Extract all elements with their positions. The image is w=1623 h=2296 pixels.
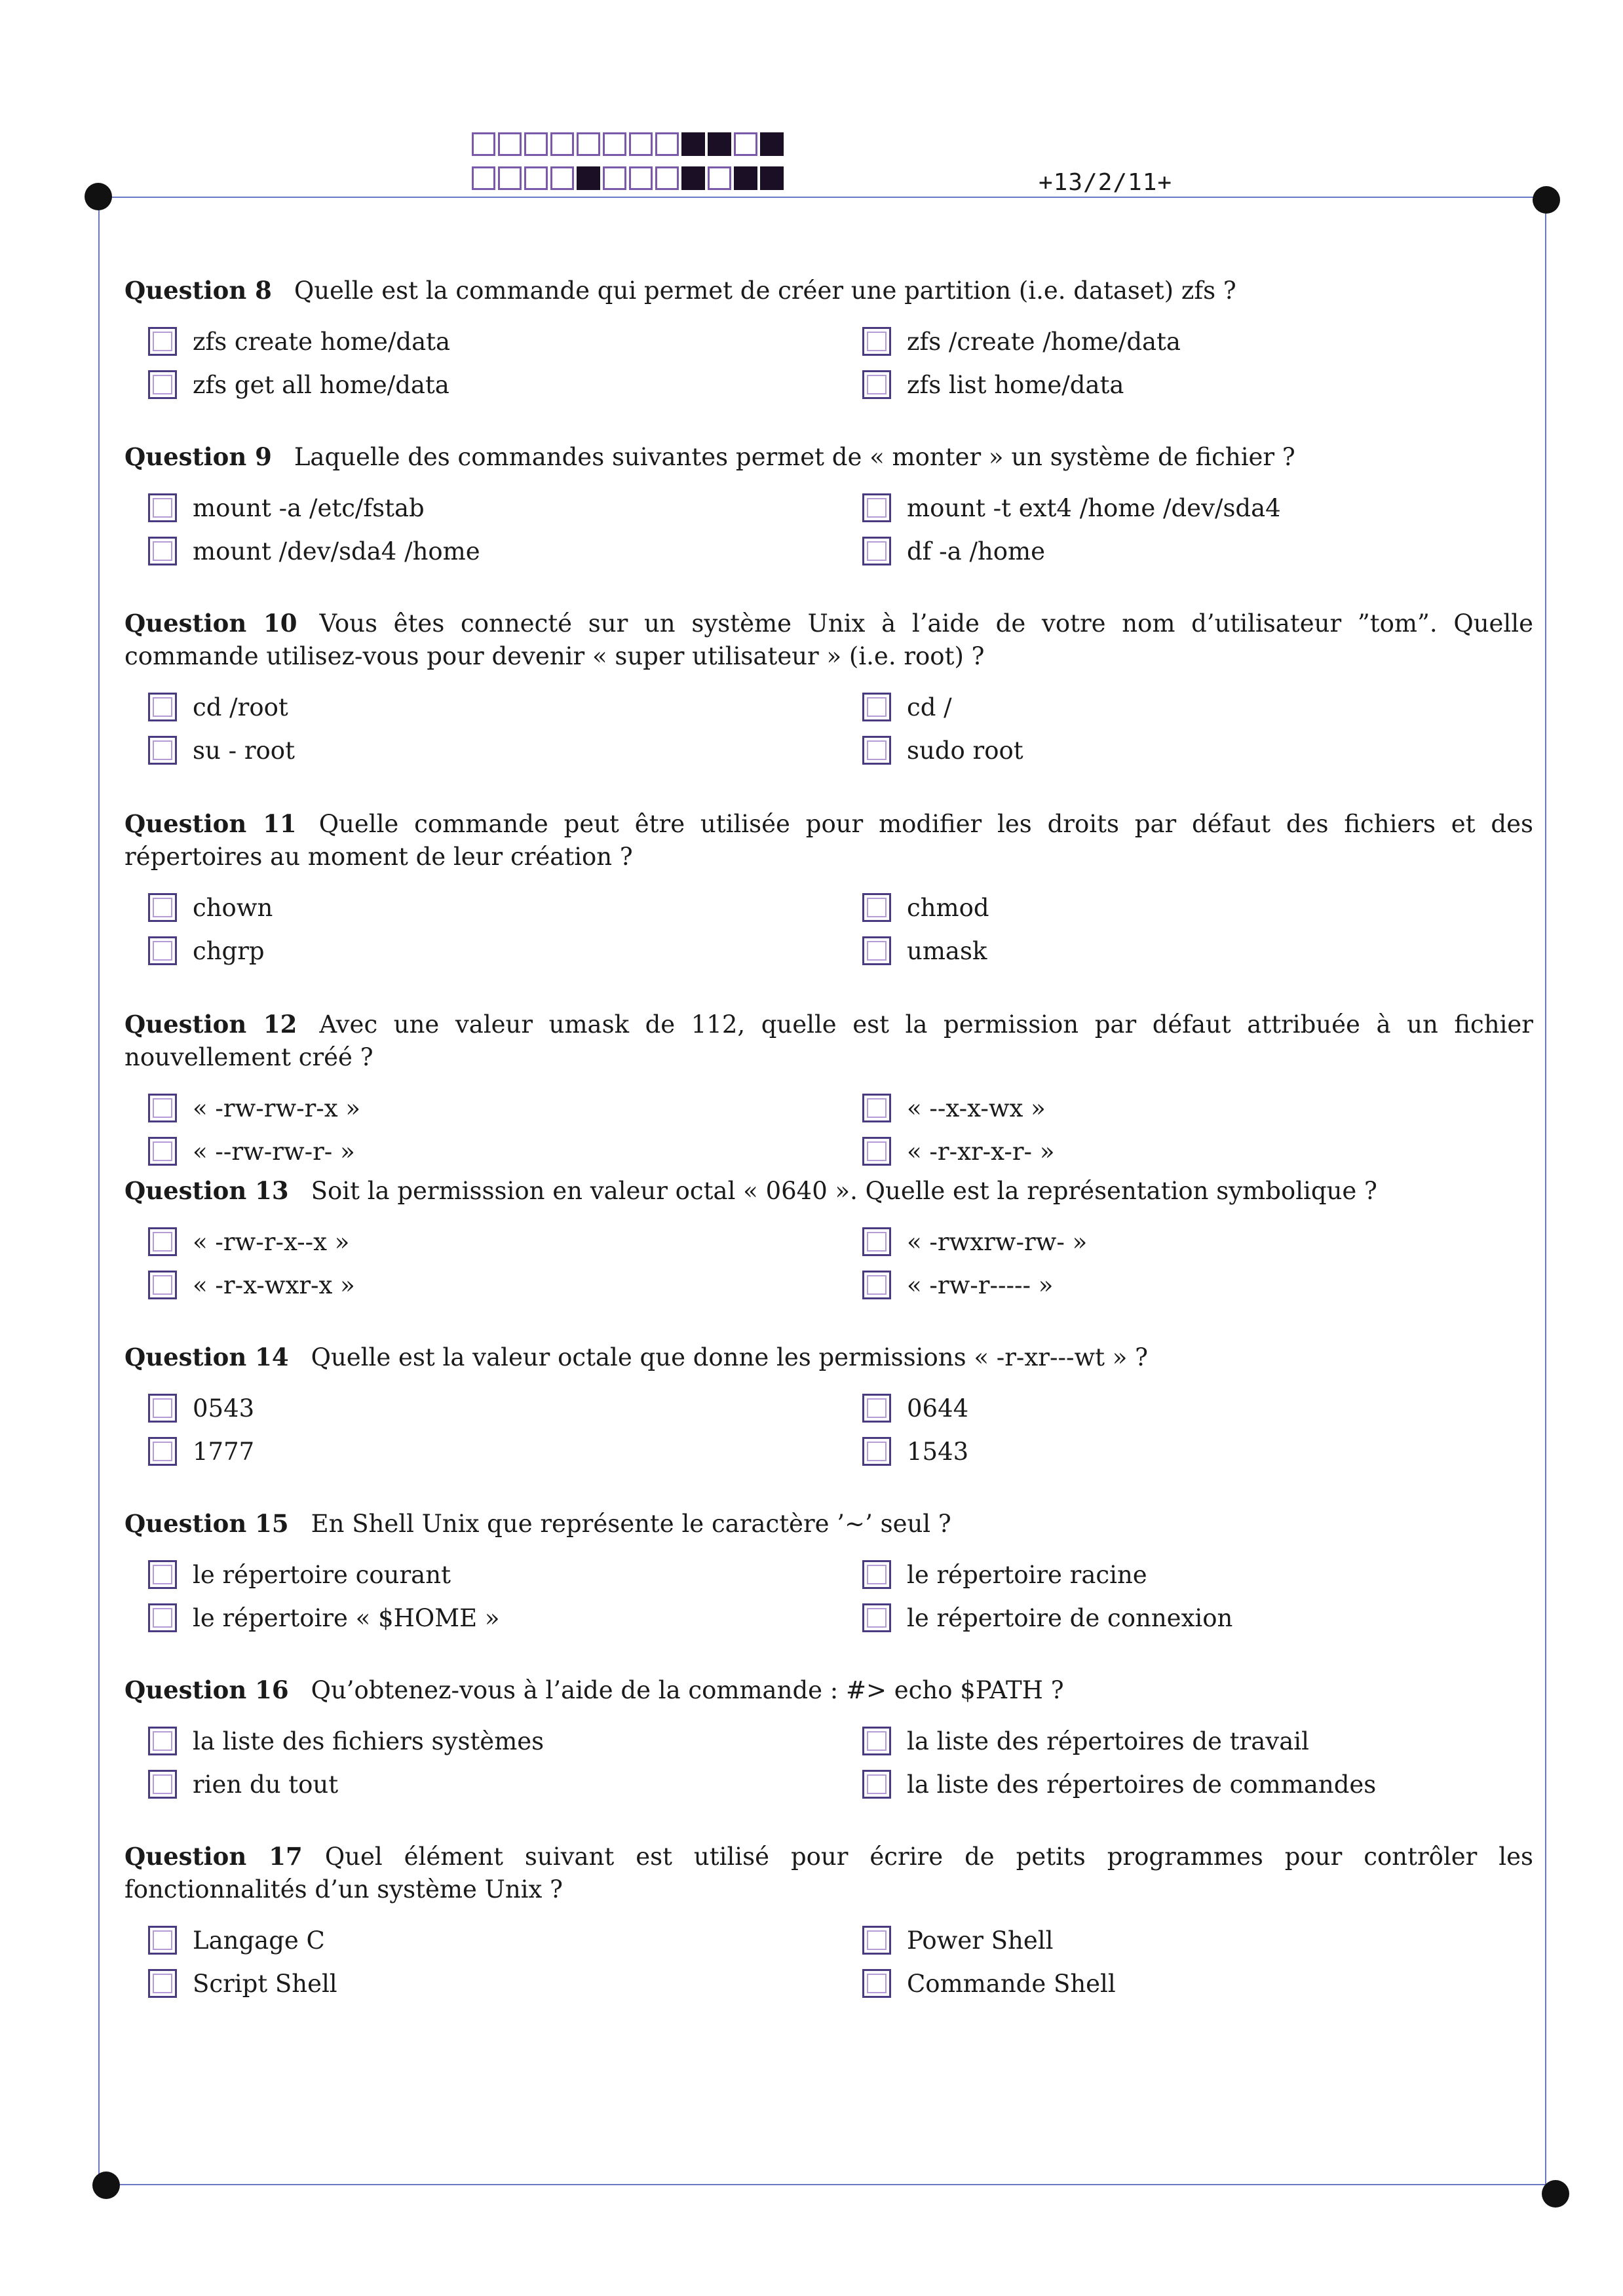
barcode-cell [760,132,784,156]
answer-label: « -rw-r-x--x » [193,1227,350,1256]
question-label: Question 10 [124,609,297,638]
answer-label: chgrp [193,936,265,965]
question-9 [124,440,1533,581]
barcode-cell [472,166,495,190]
page-id: +13/2/11+ [1039,169,1173,196]
answer-label: zfs create home/data [193,327,451,356]
checkbox[interactable] [148,1094,177,1122]
answer-option[interactable] [862,1390,968,1426]
registration-dot-bottom-right [1542,2180,1569,2208]
barcode-cell [472,132,495,156]
question-label: Question 8 [124,276,272,305]
barcode-cell [708,166,731,190]
answer-label: Power Shell [907,1926,1054,1955]
question-prompt: Quel élément suivant est utilisé pour écrire de petits programmes pour contrôler les fonctionnalités d’un système Unix ? [124,1843,1533,1904]
answer-grid [124,1556,1533,1648]
answer-label: « -rw-r----- » [907,1271,1054,1299]
answer-option[interactable] [148,1133,355,1170]
answer-option[interactable] [148,1433,254,1470]
answer-option[interactable] [862,489,1281,526]
checkbox[interactable] [862,1394,891,1423]
question-prompt: Soit la permisssion en valeur octal « 0640 ». Quelle est la représentation symbolique ? [311,1177,1377,1205]
answer-option[interactable] [148,366,449,403]
barcode-cell [681,166,705,190]
answer-option[interactable] [148,533,480,569]
question-prompt: Avec une valeur umask de 112, quelle est la permission par défaut attribuée à un fichier nouvellement créé ? [124,1010,1533,1071]
question-prompt: Vous êtes connecté sur un système Unix à l’aide de votre nom d’utilisateur ”tom”. Quelle commande utilisez-vous pour devenir « super utilisateur » (i.e. root) ? [124,609,1533,670]
question-text [124,1174,1533,1208]
barcode-cell [524,132,548,156]
checkbox[interactable] [862,736,891,765]
answer-grid [124,489,1533,581]
answer-option[interactable] [862,1433,968,1470]
checkbox[interactable] [148,537,177,565]
answer-label: « -rw-rw-r-x » [193,1094,361,1122]
question-text [124,274,1533,307]
answer-label: le répertoire « $HOME » [193,1603,500,1632]
question-text [124,1840,1533,1906]
checkbox[interactable] [148,327,177,356]
answer-label: mount -a /etc/fstab [193,493,425,522]
barcode-cell [603,166,626,190]
checkbox[interactable] [148,1137,177,1166]
answer-option[interactable] [148,1599,500,1636]
question-prompt: Quelle est la valeur octale que donne les permissions « -r-xr---wt » ? [311,1343,1149,1371]
checkbox[interactable] [862,1969,891,1998]
answer-label: mount /dev/sda4 /home [193,537,480,565]
question-prompt: Quelle commande peut être utilisée pour modifier les droits par défaut des fichiers et des répertoires au moment de leur création ? [124,810,1533,871]
question-text [124,440,1533,474]
question-label: Question 17 [124,1842,303,1871]
checkbox[interactable] [862,693,891,721]
barcode-cell [577,132,600,156]
answer-option[interactable] [148,1267,355,1303]
question-label: Question 13 [124,1176,289,1205]
checkbox[interactable] [148,1394,177,1423]
question-label: Question 14 [124,1343,289,1371]
checkbox[interactable] [148,1926,177,1955]
answer-grid [124,689,1533,780]
checkbox[interactable] [148,693,177,721]
answer-label: zfs list home/data [907,370,1124,399]
question-label: Question 16 [124,1675,289,1704]
question-14 [124,1341,1533,1482]
checkbox[interactable] [148,736,177,765]
barcode-cell [734,132,757,156]
question-12 [124,1008,1533,1181]
answer-grid [124,1922,1533,2014]
answer-label: la liste des répertoires de commandes [907,1770,1377,1799]
question-10 [124,607,1533,780]
answer-label: le répertoire racine [907,1560,1147,1589]
answer-option[interactable] [862,932,987,969]
answer-label: cd /root [193,693,288,721]
answer-option[interactable] [862,1723,1309,1759]
barcode-row-1 [472,132,786,156]
answer-option[interactable] [862,323,1181,360]
answer-label: la liste des répertoires de travail [907,1727,1309,1755]
answer-label: cd / [907,693,952,721]
barcode-cell [655,132,679,156]
answer-option[interactable] [148,323,450,360]
question-text [124,807,1533,873]
checkbox[interactable] [148,1969,177,1998]
question-16 [124,1674,1533,1814]
answer-grid [124,1090,1533,1181]
checkbox[interactable] [148,1603,177,1632]
barcode-cell [734,166,757,190]
question-text [124,1341,1533,1374]
answer-option[interactable] [862,1922,1053,1959]
answer-option[interactable] [862,732,1023,769]
registration-dot-top-right [1533,186,1560,214]
barcode-cell [629,132,653,156]
answer-option[interactable] [862,1133,1054,1170]
barcode-cell [498,166,522,190]
checkbox[interactable] [862,1271,891,1299]
question-17 [124,1840,1533,2014]
answer-grid [124,323,1533,415]
registration-dot-top-left [85,183,112,210]
answer-label: « -rwxrw-rw- » [907,1227,1088,1256]
answer-option[interactable] [862,1965,1116,2002]
barcode-cell [681,132,705,156]
question-text [124,1507,1533,1540]
barcode-cell [708,132,731,156]
answer-option[interactable] [862,689,952,725]
answer-option[interactable] [862,1766,1376,1803]
checkbox[interactable] [862,1437,891,1466]
barcode-cell [577,166,600,190]
answer-label: 0543 [193,1394,255,1423]
answer-label: Script Shell [193,1969,337,1998]
checkbox[interactable] [862,537,891,565]
checkbox[interactable] [862,1137,891,1166]
checkbox[interactable] [862,1227,891,1256]
barcode-cell [524,166,548,190]
answer-label: chmod [907,893,989,922]
answer-label: « --x-x-wx » [907,1094,1046,1122]
question-8 [124,274,1533,415]
checkbox[interactable] [862,1603,891,1632]
answer-option[interactable] [148,1922,325,1959]
answer-label: 0644 [907,1394,969,1423]
answer-option[interactable] [862,1599,1232,1636]
answer-label: umask [907,936,987,965]
checkbox[interactable] [862,1770,891,1799]
answer-label: Langage C [193,1926,325,1955]
checkbox[interactable] [862,370,891,399]
answer-label: « -r-xr-x-r- » [907,1137,1055,1166]
checkbox[interactable] [862,893,891,922]
question-11 [124,807,1533,981]
answer-label: mount -t ext4 /home /dev/sda4 [907,493,1281,522]
checkbox[interactable] [148,1770,177,1799]
checkbox[interactable] [148,936,177,965]
question-label: Question 15 [124,1509,289,1538]
answer-option[interactable] [148,1223,349,1260]
barcode-cell [655,166,679,190]
registration-dot-bottom-left [92,2172,120,2199]
question-prompt: Laquelle des commandes suivantes permet de « monter » un système de fichier ? [294,443,1295,471]
answer-option[interactable] [148,1965,337,2002]
answer-label: la liste des fichiers systèmes [193,1727,544,1755]
barcode-cell [550,132,574,156]
barcode-cell [550,166,574,190]
barcode-cell [760,166,784,190]
answer-option[interactable] [148,732,295,769]
question-label: Question 12 [124,1010,297,1039]
checkbox[interactable] [148,1437,177,1466]
question-text [124,607,1533,673]
answer-label: « -r-x-wxr-x » [193,1271,355,1299]
question-label: Question 11 [124,809,297,838]
answer-option[interactable] [862,1090,1046,1126]
answer-label: zfs /create /home/data [907,327,1181,356]
checkbox[interactable] [148,893,177,922]
answer-label: le répertoire de connexion [907,1603,1233,1632]
answer-option[interactable] [862,366,1124,403]
answer-option[interactable] [148,1766,338,1803]
answer-label: Commande Shell [907,1969,1116,1998]
question-prompt: Qu’obtenez-vous à l’aide de la commande : #> echo $PATH ? [311,1676,1064,1704]
checkbox[interactable] [148,1227,177,1256]
answer-option[interactable] [148,1723,544,1759]
answer-option[interactable] [148,1090,360,1126]
checkbox[interactable] [862,1926,891,1955]
answer-option[interactable] [862,533,1045,569]
answer-option[interactable] [862,889,989,926]
checkbox[interactable] [148,370,177,399]
answer-grid [124,889,1533,981]
barcode-row-2 [472,166,786,190]
checkbox[interactable] [148,1560,177,1589]
answer-grid [124,1390,1533,1482]
answer-label: sudo root [907,736,1023,765]
answer-option[interactable] [862,1223,1087,1260]
checkbox[interactable] [862,1560,891,1589]
answer-label: 1543 [907,1437,969,1466]
answer-option[interactable] [148,689,288,725]
barcode-cell [498,132,522,156]
checkbox[interactable] [862,936,891,965]
barcode-cell [629,166,653,190]
answer-option[interactable] [148,932,265,969]
checkbox[interactable] [148,1727,177,1755]
checkbox[interactable] [862,1727,891,1755]
answer-label: le répertoire courant [193,1560,451,1589]
answer-label: 1777 [193,1437,255,1466]
answer-label: rien du tout [193,1770,339,1799]
checkbox[interactable] [862,1094,891,1122]
checkbox[interactable] [862,327,891,356]
answer-option[interactable] [148,489,425,526]
question-text [124,1008,1533,1074]
question-prompt: En Shell Unix que représente le caractère ’∼’ seul ? [311,1510,951,1538]
answer-option[interactable] [148,889,273,926]
question-prompt: Quelle est la commande qui permet de créer une partition (i.e. dataset) zfs ? [294,277,1236,305]
answer-grid [124,1223,1533,1315]
question-15 [124,1507,1533,1648]
checkbox[interactable] [148,1271,177,1299]
answer-grid [124,1723,1533,1814]
question-label: Question 9 [124,442,272,471]
answer-option[interactable] [862,1556,1147,1593]
answer-option[interactable] [862,1267,1053,1303]
answer-label: « --rw-rw-r- » [193,1137,355,1166]
answer-label: su - root [193,736,295,765]
barcode-cell [603,132,626,156]
checkbox[interactable] [862,493,891,522]
answer-label: zfs get all home/data [193,370,449,399]
answer-label: df -a /home [907,537,1046,565]
answer-label: chown [193,893,273,922]
question-text [124,1674,1533,1707]
answer-option[interactable] [148,1556,451,1593]
checkbox[interactable] [148,493,177,522]
answer-option[interactable] [148,1390,254,1426]
question-13 [124,1174,1533,1315]
